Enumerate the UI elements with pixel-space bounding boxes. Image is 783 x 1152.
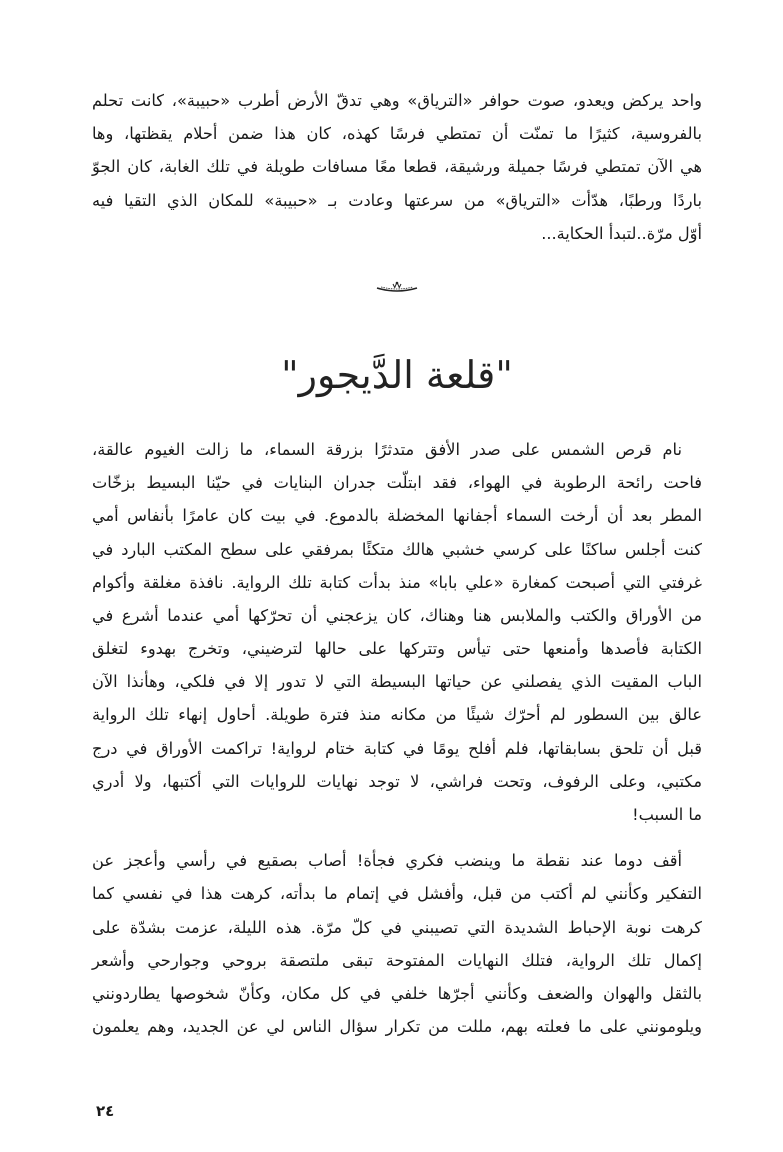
text-line: الكتابة فأصدها وأمنعها حتى تيأس وتتركها على حالها لترضيني، وتخرج بهدوء لتغلق	[92, 639, 702, 659]
page-number: ٢٤	[96, 1102, 115, 1120]
text-line: بالفروسية، كثيرًا ما تمنّت أن تمتطي فرسًا كهذه، كان هذا ضمن أحلام يقظتها، وها	[92, 124, 702, 144]
text-line: كنت أجلس ساكنًا على كرسي خشبي هالك متكئًا بمرفقي على سطح المكتب البارد في	[92, 539, 702, 559]
ornament-divider-icon	[92, 264, 702, 310]
text-line: بالثقل والهوان والضعف وكأنني أجرّها خلفي في كل مكان، وكأنّ شخوصها يطاردونني	[92, 983, 702, 1003]
book-page	[92, 84, 702, 1043]
text-line: فاحت رائحة الرطوبة في الهواء، فقد ابتلّت جدران البنايات في حيّنا البسيط بزخّات	[92, 473, 702, 493]
text-line: ما السبب!	[632, 805, 702, 824]
paragraph-1	[92, 84, 702, 250]
chapter-title: "قلعة الدَّيجور"	[281, 353, 513, 398]
text-line: أوّل مرّة..لتبدأ الحكاية...	[541, 223, 702, 243]
paragraph-3	[92, 844, 702, 1043]
text-line: الباب المقيت الذي يفصلني عن حياتها البسيطة التي لا تدور إلا في فلكي، وهأنذا الآن	[92, 672, 702, 692]
text-line: واحد يركض ويعدو، صوت حوافر «الترياق» وهي تدقّ الأرض أطرب «حبيبة»، كانت تحلم	[92, 91, 702, 110]
text-line: التفكير وكأنني لم أكتب من قبل، وأفشل في إتمام ما بدأته، كرهت هذا في نفسي كما	[92, 884, 702, 904]
paragraph-2	[92, 433, 702, 831]
text-line: من الأوراق والكتب والملابس هنا وهناك، كان يزعجني أن تحرّكها أمي عندما أشرع في	[92, 605, 702, 625]
text-line: المطر بعد أن أرخت السماء أجفانها المخضلة بالدموع. في بيت كان عامرًا بأنفاس أمي	[92, 506, 702, 526]
text-line: قبل أن تلحق بسابقاتها، فلم أفلح يومًا في كتابة ختام لرواية! تراكمت الأوراق في درج	[92, 738, 702, 758]
text-line: هي الآن تمتطي فرسًا جميلة ورشيقة، قطعا معًا مسافات طويلة في تلك الغابة، كان الجوّ	[92, 157, 702, 177]
text-line: نام قرص الشمس على صدر الأفق متدثرًا بزرقة السماء، ما زالت الغيوم عالقة،	[92, 439, 682, 459]
text-line: مكتبي، وعلى الرفوف، وتحت فراشي، لا توجد نهايات للروايات التي أكتبها، ولا أدري	[92, 771, 702, 791]
text-line: كرهت نوبة الإحباط الشديدة التي تصيبني في كلّ مرّة. هذه الليلة، عزمت بشدّة على	[92, 917, 702, 937]
text-line: إكمال تلك الرواية، فتلك النهايات المفتوحة تبقى ملتصقة بروحي وجوارحي وأشعر	[92, 950, 702, 970]
text-line: أقف دوما عند نقطة ما وينضب فكري فجأة! أصاب بصقيع في رأسي وأعجز عن	[92, 851, 682, 871]
text-line: عالق بين السطور لم أحرّك شيئًا من مكانه منذ فترة طويلة. أحاول إنهاء تلك الرواية	[92, 705, 702, 725]
text-line: باردًا ورطبًا، هدّأت «الترياق» من سرعتها وعادت بـ «حبيبة» للمكان الذي التقيا فيه	[92, 190, 702, 210]
text-line: غرفتي التي أصبحت كمغارة «علي بابا» منذ بدأت كتابة تلك الرواية. نافذة مغلقة وأكوام	[92, 572, 702, 592]
text-line: ويلومونني على ما فعلته بهم، مللت من تكرار سؤال الناس لي عن الجديد، وهم يعلمون	[92, 1017, 702, 1037]
